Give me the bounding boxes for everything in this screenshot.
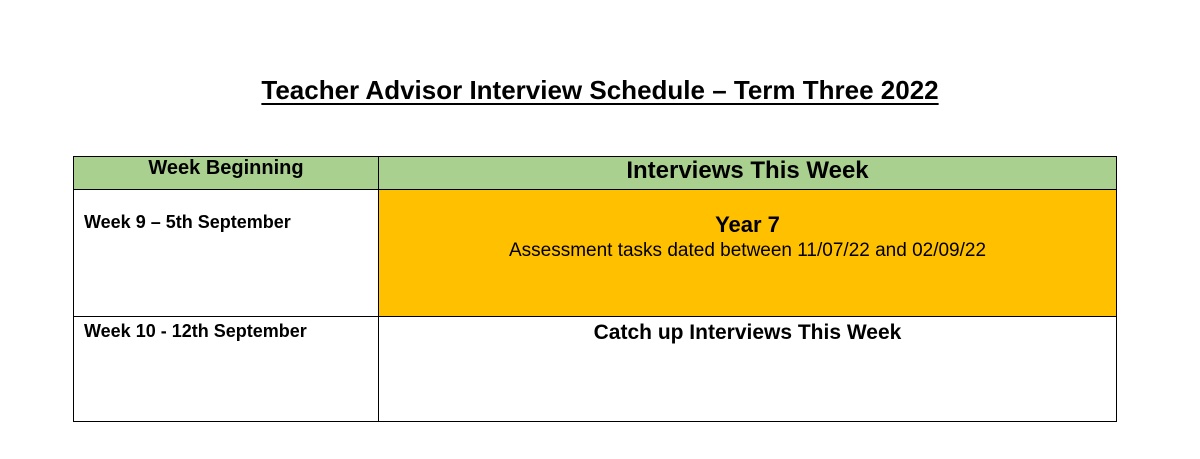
table-header-row xyxy=(74,157,1117,190)
table-row xyxy=(74,190,1117,317)
week-cell: Week 10 - 12th September xyxy=(74,317,379,422)
interview-cell-highlighted xyxy=(379,190,1117,317)
week-cell: Week 9 – 5th September xyxy=(74,190,379,317)
interview-schedule-table xyxy=(73,156,1117,422)
interview-cell: Catch up Interviews This Week xyxy=(379,317,1117,422)
interview-detail-text: Assessment tasks dated between 11/07/22 and 02/09/22 xyxy=(508,240,987,261)
interview-year-label: Year 7 xyxy=(715,212,780,237)
table-row xyxy=(74,317,1117,422)
page-title: Teacher Advisor Interview Schedule – Term Three 2022 xyxy=(261,75,939,105)
header-week-beginning: Week Beginning xyxy=(74,157,379,190)
header-interviews-this-week: Interviews This Week xyxy=(379,157,1117,190)
